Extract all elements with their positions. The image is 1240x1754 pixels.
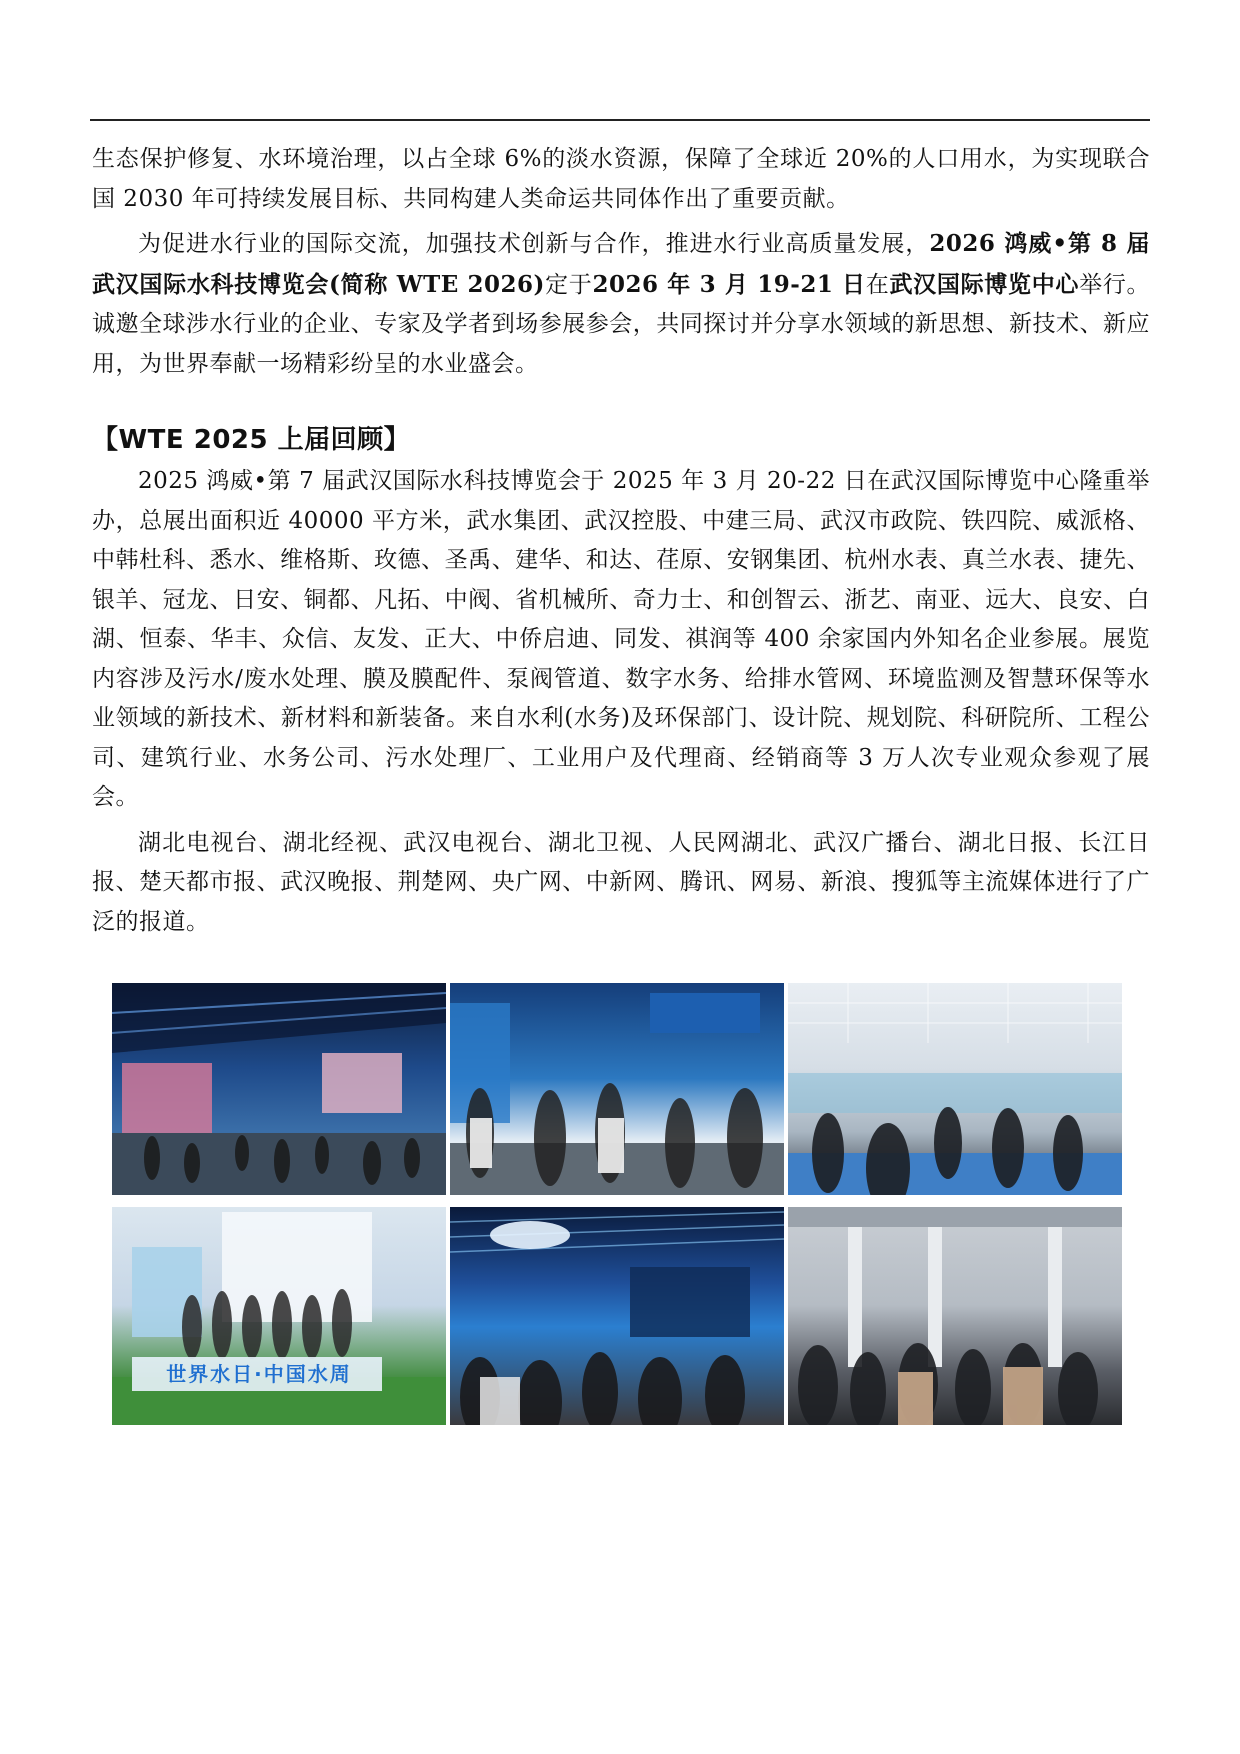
invitation-venue: 武汉国际博览中心 (889, 270, 1080, 298)
document-body (92, 140, 1150, 942)
invitation-text-1: 为促进水行业的国际交流，加强技术创新与合作，推进水行业高质量发展， (138, 231, 930, 257)
header-rule (90, 119, 1150, 121)
invitation-text-3: 在 (865, 271, 890, 298)
invitation-event-date: 2026 年 3 月 19-21 日 (592, 270, 866, 298)
expo-hall-photo-1 (112, 983, 446, 1195)
expo-hall-photo-3 (788, 983, 1122, 1195)
invitation-text-4: 举行。诚邀全球涉水行业的企业、专家及学者到场参展参会，共同探讨并分享水领域的新思想、新技术、新应用，为世界奉献一场精彩纷呈的水业盛会。 (92, 271, 1151, 377)
paragraph-review: 2025 鸿威•第 7 届武汉国际水科技博览会于 2025 年 3 月 20-22 日在武汉国际博览中心隆重举办，总展出面积近 40000 平方米，武水集团、武汉控股、中建三局、武汉市政院、铁四院、威派格、中韩杜科、悉水、维格斯、玫德、圣禹、建华、和达、荏原、安钢集团、杭州水表、真兰水表、捷先、银羊、冠龙、日安、铜都、凡拓、中阀、省机械所、奇力士、和创智云、浙艺、南亚、远大、良安、白湖、恒泰、华丰、众信、友发、正大、中侨启迪、同发、祺润等 400 余家国内外知名企业参展。展览内容涉及污水/废水处理、膜及膜配件、泵阀管道、数字水务、给排水管网、环境监测及智慧环保等水业领域的新技术、新材料和新装备。来自水利(水务)及环保部门、设计院、规划院、科研院所、工程公司、建筑行业、水务公司、污水处理厂、工业用户及代理商、经销商等 3 万人次专业观众参观了展会。 (92, 468, 1150, 810)
paragraph-intro-continued: 生态保护修复、水环境治理，以占全球 6%的淡水资源，保障了全球近 20%的人口用水，为实现联合国 2030 年可持续发展目标、共同构建人类命运共同体作出了重要贡献。 (92, 146, 1150, 212)
section-heading-review: 【WTE 2025 上届回顾】 (92, 425, 411, 455)
world-water-day-photo (112, 1207, 446, 1425)
photo-gallery (112, 983, 1124, 1437)
paragraph-media: 湖北电视台、湖北经视、武汉电视台、湖北卫视、人民网湖北、武汉广播台、湖北日报、长江日报、楚天都市报、武汉晚报、荆楚网、央广网、中新网、腾讯、网易、新浪、搜狐等主流媒体进行了广泛的报道。 (92, 829, 1150, 935)
expo-hall-photo-5 (450, 1207, 784, 1425)
paragraph-invitation (92, 224, 1150, 384)
expo-hall-photo-2 (450, 983, 784, 1195)
expo-entrance-photo (788, 1207, 1122, 1425)
invitation-text-2: 定于 (544, 271, 593, 298)
water-week-banner: 世界水日·中国水周 (166, 1362, 352, 1386)
invitation-event-name: 2026 鸿威•第 8 届武汉国际水科技博览会(简称 WTE 2026) (92, 230, 1150, 298)
